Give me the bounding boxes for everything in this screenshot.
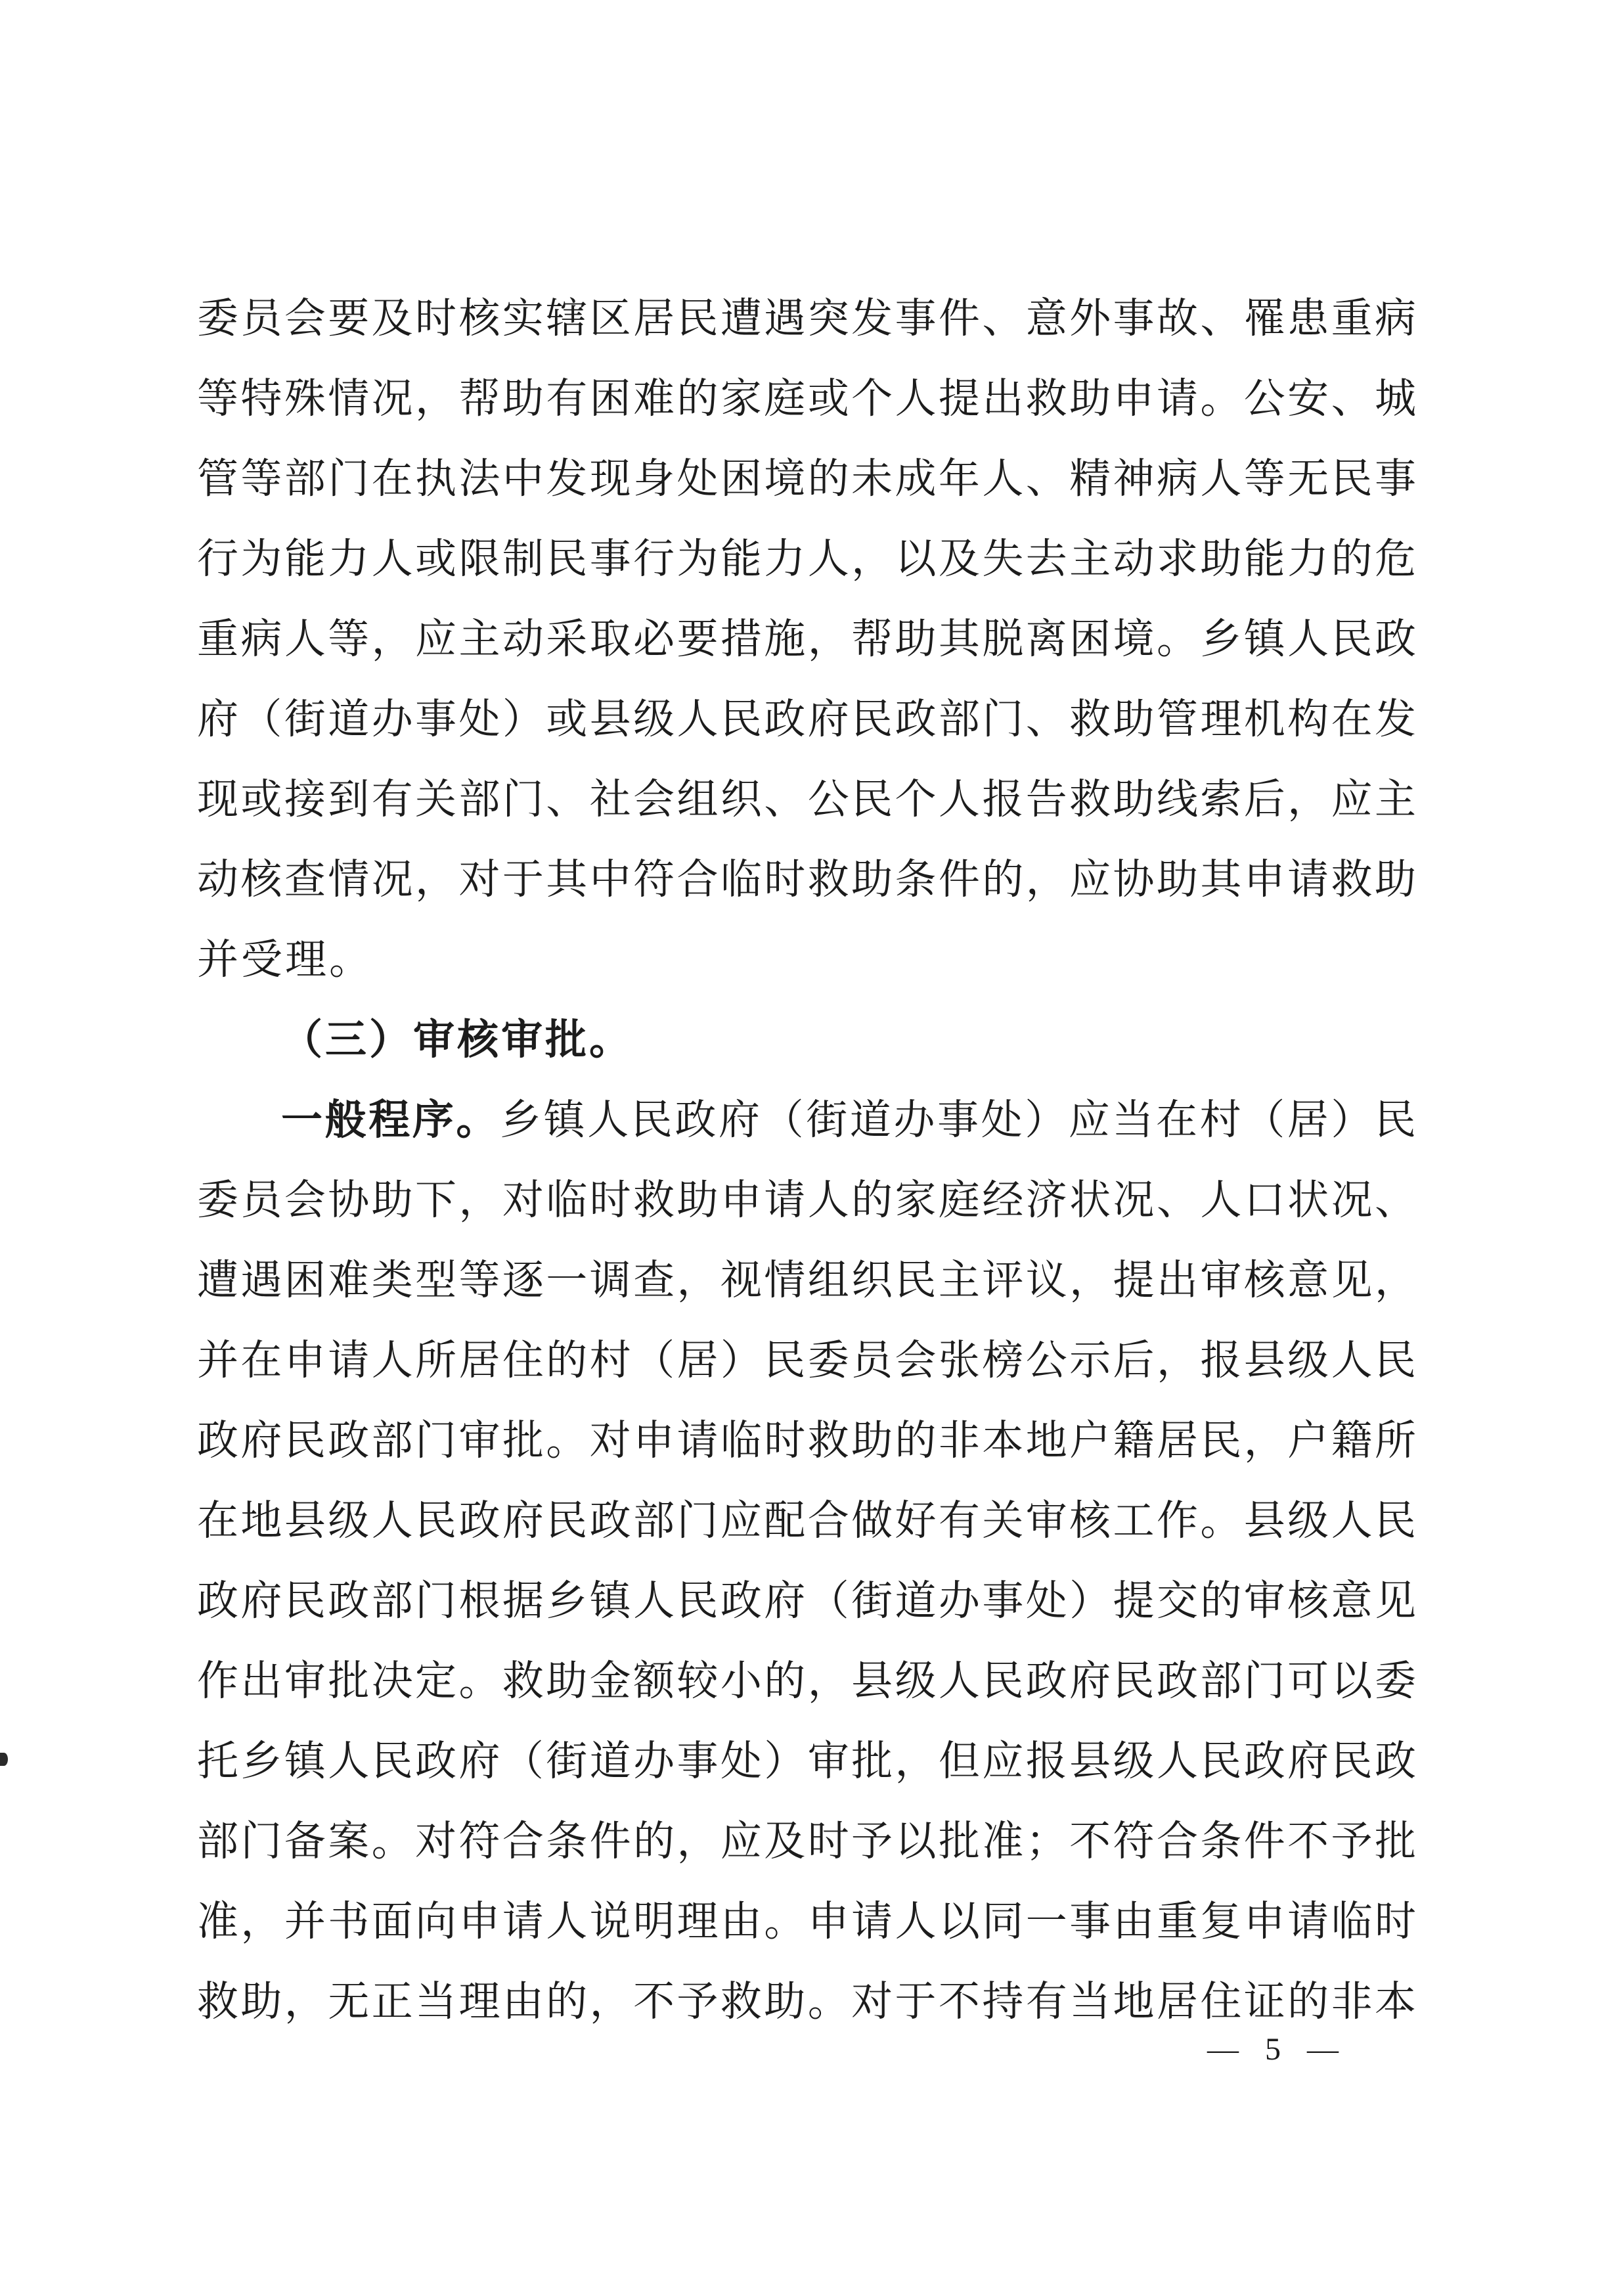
text-line: 管等部门在执法中发现身处困境的未成年人、精神病人等无民事: [197, 456, 1416, 502]
text-line: 政府民政部门审批。对申请临时救助的非本地户籍居民，户籍所: [197, 1418, 1416, 1464]
text-line: 重病人等，应主动采取必要措施，帮助其脱离困境。乡镇人民政: [197, 616, 1416, 662]
text-line: 在地县级人民政府民政部门应配合做好有关审核工作。县级人民: [197, 1498, 1416, 1544]
text-line: （三）审核审批。: [281, 1017, 633, 1063]
document-lines: [197, 284, 1416, 2047]
text-line: 托乡镇人民政府（街道办事处）审批，但应报县级人民政府民政: [197, 1738, 1416, 1784]
text-line: 并在申请人所居住的村（居）民委员会张榜公示后，报县级人民: [197, 1338, 1416, 1384]
text-line: 政府民政部门根据乡镇人民政府（街道办事处）提交的审核意见: [197, 1578, 1416, 1624]
text-line: 一般程序。乡镇人民政府（街道办事处）应当在村（居）民: [281, 1097, 1416, 1143]
text-line: 行为能力人或限制民事行为能力人，以及失去主动求助能力的危: [197, 536, 1416, 582]
page-number: — 5 —: [1207, 2032, 1342, 2067]
text-line: 部门备案。对符合条件的，应及时予以批准；不符合条件不予批: [197, 1818, 1416, 1864]
text-line: 准，并书面向申请人说明理由。申请人以同一事由重复申请临时: [197, 1899, 1416, 1945]
text-line: 救助，无正当理由的，不予救助。对于不持有当地居住证的非本: [197, 1979, 1416, 2025]
text-line: 委员会要及时核实辖区居民遭遇突发事件、意外事故、罹患重病: [197, 296, 1416, 342]
text-line: 等特殊情况，帮助有困难的家庭或个人提出救助申请。公安、城: [197, 376, 1416, 422]
text-line: 委员会协助下，对临时救助申请人的家庭经济状况、人口状况、: [197, 1177, 1416, 1223]
text-line: 动核查情况，对于其中符合临时救助条件的，应协助其申请救助: [197, 857, 1416, 903]
bold-lead-text: 一般程序。: [281, 1097, 500, 1143]
text-line: 并受理。: [197, 937, 373, 983]
text-line: 作出审批决定。救助金额较小的，县级人民政府民政部门可以委: [197, 1658, 1416, 1704]
text-line: 府（街道办事处）或县级人民政府民政部门、救助管理机构在发: [197, 696, 1416, 742]
scan-artifact: [0, 1753, 8, 1766]
text-line: 现或接到有关部门、社会组织、公民个人报告救助线索后，应主: [197, 777, 1416, 822]
text-line: 遭遇困难类型等逐一调查，视情组织民主评议，提出审核意见，: [197, 1257, 1416, 1303]
